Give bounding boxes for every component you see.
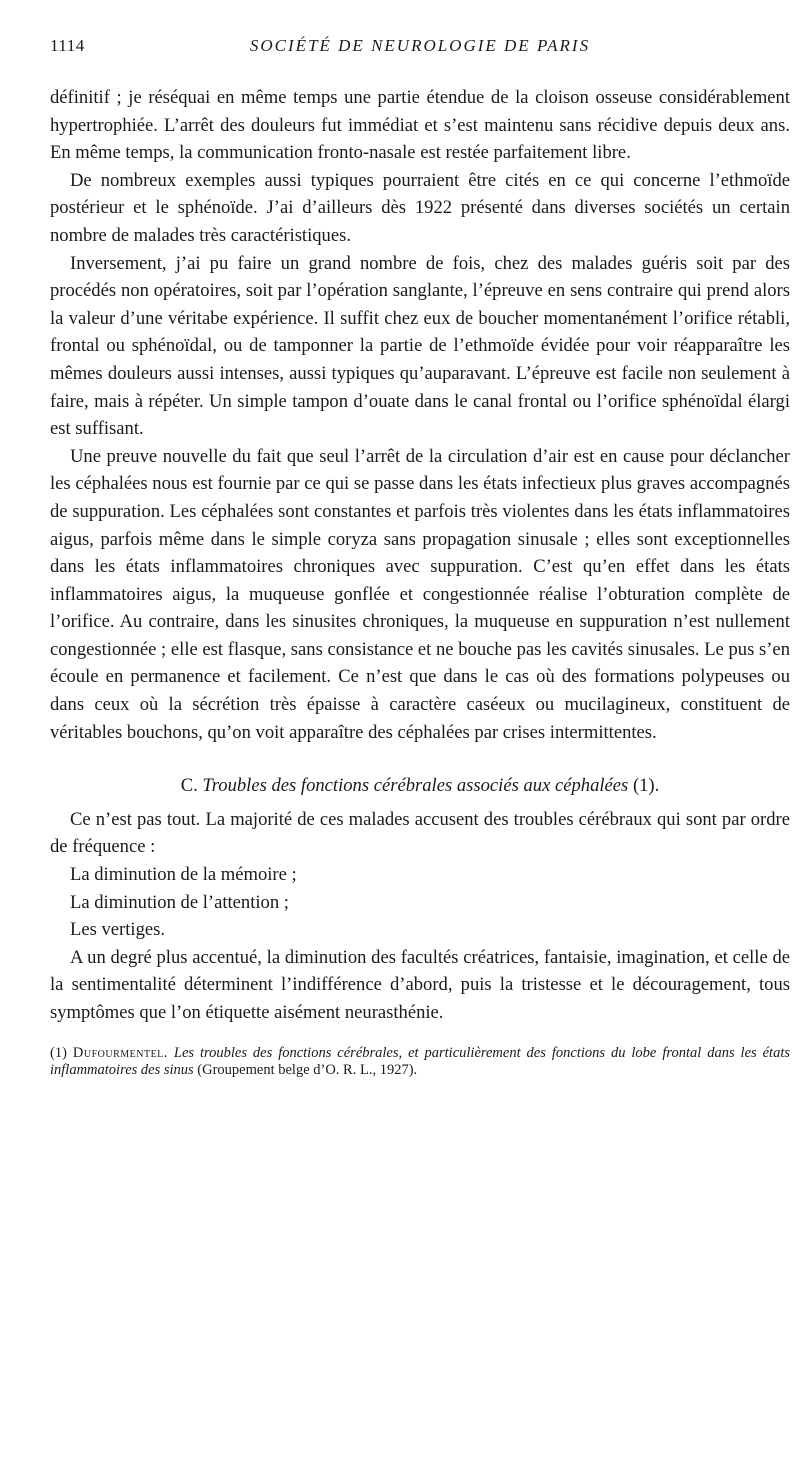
page-number: 1114 xyxy=(50,36,85,55)
paragraph: Ce n’est pas tout. La majorité de ces malades accusent des troubles cérébraux qui sont par ordre de fréquence : xyxy=(50,808,790,858)
footnote-source: (Groupement belge d’O. R. L., 1927). xyxy=(197,1061,418,1078)
paragraph: Une preuve nouvelle du fait que seul l’arrêt de la circulation d’air est en cause pour déclancher les céphalées nous est fournie par ce qui se passe dans les états infectieux plus graves accompagnés de suppuration. Les céphalées sont constantes et parfois très violentes dans les états inflammatoires aigus, parfois même dans le simple coryza sans propagation sinusale ; elles sont exceptionnelles dans les états inflammatoires chroniques avec suppuration. C’est qu’en effet dans les états inflammatoires aigus, la muqueuse gonflée et congestionnée réalise l’obturation complète de l’orifice. Au contraire, dans les sinusites chroniques, la muqueuse en suppuration n’est nullement congestionnée ; elle est flasque, sans consistance et ne bouche pas les cavités sinusales. Le pus s’en écoule en permanence et facilement. Ce n’est que dans le cas où des formations polypeuses ou dans ceux où la sécrétion très épaisse à caractère caséeux ou mucilagineux, constituent de véritables bouchons, qu’on voit apparaître des céphalées par crises intermittentes. xyxy=(50,445,790,743)
section-letter: C. xyxy=(180,775,198,797)
section-heading xyxy=(50,772,790,800)
footnote-author: Dufourmentel. xyxy=(72,1044,168,1061)
running-title: SOCIÉTÉ DE NEUROLOGIE DE PARIS xyxy=(249,36,591,55)
paragraph: De nombreux exemples aussi typiques pourraient être cités en ce qui concerne l’ethmoïde postérieur et le sphénoïde. J’ai d’ailleurs dès 1922 présenté dans diverses sociétés un certain nombre de malades très caractéristiques. xyxy=(50,169,790,246)
list-item: La diminution de l’attention ; xyxy=(70,891,289,913)
body-text xyxy=(50,84,790,1027)
paragraph: définitif ; je réséquai en même temps une partie étendue de la cloison osseuse considérablement hypertrophiée. L’arrêt des douleurs fut immédiat et s’est maintenu sans récidive depuis deux ans. En même temps, la communication fronto-nasale est restée parfaitement libre. xyxy=(50,87,790,164)
page xyxy=(50,36,790,1079)
footnote xyxy=(50,1045,790,1079)
footnote-reference: (1). xyxy=(632,775,660,797)
running-head xyxy=(50,36,790,60)
paragraph: A un degré plus accentué, la diminution des facultés créatrices, fantaisie, imagination, et celle de la sentimentalité déterminent l’indifférence d’abord, puis la tristesse et le découragement, tous symptômes que l’on étiquette aisément neurasthénie. xyxy=(50,946,790,1023)
list-item: Les vertiges. xyxy=(70,919,166,941)
footnote-title: Les troubles des fonctions cérébrales, et particulièrement des fonctions du lobe frontal dans les états inflammatoires des sinus xyxy=(50,1044,790,1078)
footnote-marker: (1) xyxy=(50,1044,67,1061)
paragraph: Inversement, j’ai pu faire un grand nombre de fois, chez des malades guéris soit par des procédés non opératoires, soit par l’opération sanglante, l’épreuve en sens contraire qui prend alors la valeur d’une véritabe expérience. Il suffit chez eux de boucher momentanément l’orifice rétabli, frontal ou sphénoïdal, ou de tamponner la partie de l’ethmoïde évidée pour voir réapparaître les mêmes douleurs aussi intenses, aussi typiques qu’auparavant. L’épreuve est facile non seulement à faire, mais à répéter. Un simple tampon d’ouate dans le canal frontal ou l’orifice sphénoïdal élargi est suffisant. xyxy=(50,252,790,440)
section-title: Troubles des fonctions cérébrales associés aux céphalées xyxy=(202,775,629,797)
list-item: La diminution de la mémoire ; xyxy=(70,864,297,886)
